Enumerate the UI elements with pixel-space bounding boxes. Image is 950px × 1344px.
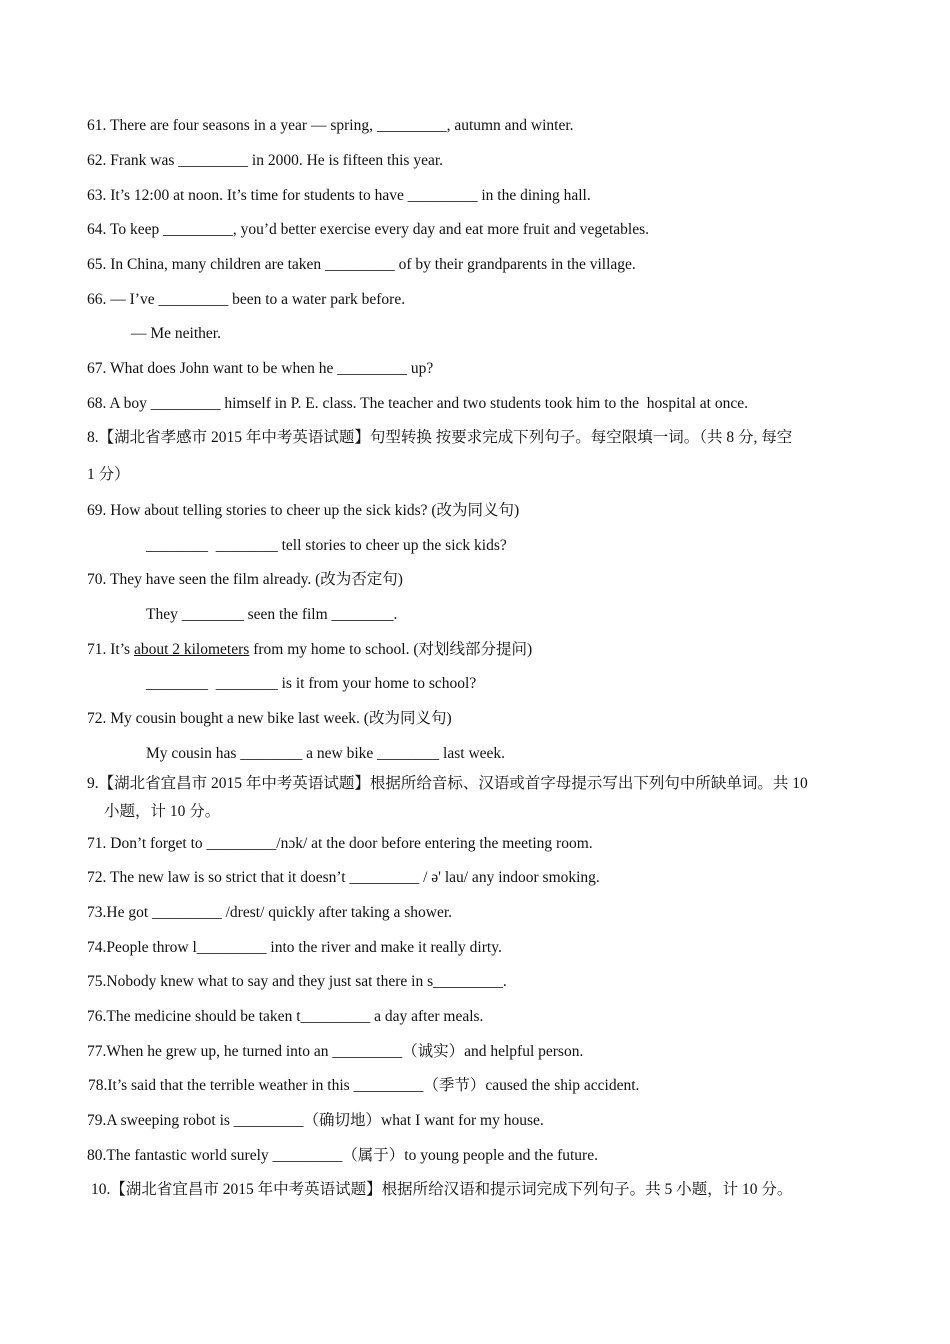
question-69-answer [146, 536, 507, 556]
question-71-answer [146, 674, 476, 694]
question-64-text: 64. To keep _________, you’d better exercise every day and eat more fruit and vegetables. [87, 221, 650, 238]
item-75-text: 75.Nobody knew what to say and they just sat there in s_________. [87, 973, 507, 990]
item-72 [87, 868, 600, 888]
item-78 [88, 1076, 639, 1096]
item-74-text: 74.People throw l_________ into the river and make it really dirty. [87, 939, 502, 956]
item-79-text: 79.A sweeping robot is _________（确切地）what I want for my house. [87, 1112, 544, 1129]
question-66-reply-text: — Me neither. [131, 325, 221, 342]
section-9-heading-line1: 9.【湖北省宜昌市 2015 年中考英语试题】根据所给音标、汉语或首字母提示写出下列句中所缺单词。共 10 [87, 775, 808, 792]
section-8-heading [87, 428, 792, 448]
question-71-prefix: 71. It’s [87, 641, 134, 658]
item-71-text: 71. Don’t forget to _________/nɔk/ at the door before entering the meeting room. [87, 835, 593, 852]
item-80 [87, 1146, 598, 1166]
question-70-answer-text: They ________ seen the film ________. [146, 606, 398, 623]
item-73-text: 73.He got _________ /drest/ quickly after taking a shower. [87, 904, 453, 921]
section-8-heading-line2: 1 分） [87, 466, 130, 483]
item-80-text: 80.The fantastic world surely _________（属于）to young people and the future. [87, 1147, 598, 1164]
question-67 [87, 359, 433, 379]
question-64 [87, 220, 649, 240]
item-79 [87, 1111, 544, 1131]
question-71-suffix: from my home to school. (对划线部分提问) [249, 641, 533, 658]
question-72-text: 72. My cousin bought a new bike last week. (改为同义句) [87, 710, 452, 727]
question-70-text: 70. They have seen the film already. (改为否定句) [87, 571, 403, 588]
question-61-text: 61. There are four seasons in a year — spring, _________, autumn and winter. [87, 117, 574, 134]
section-9-heading [87, 774, 808, 794]
section-9-heading-cont [104, 802, 220, 822]
item-76 [87, 1007, 483, 1027]
question-70 [87, 570, 403, 590]
item-74 [87, 938, 502, 958]
question-63 [87, 186, 591, 206]
question-65 [87, 255, 636, 275]
question-67-text: 67. What does John want to be when he _________ up? [87, 360, 434, 377]
section-8-heading-cont [87, 465, 130, 485]
question-71-underlined-phrase: about 2 kilometers [133, 641, 250, 658]
question-72 [87, 709, 452, 729]
question-66-reply [131, 324, 221, 344]
section-10-heading-text: 10.【湖北省宜昌市 2015 年中考英语试题】根据所给汉语和提示词完成下列句子。共 5 小题，计 10 分。 [91, 1181, 793, 1198]
item-72-text: 72. The new law is so strict that it doesn’t _________ / ə' lau/ any indoor smoking. [87, 869, 600, 886]
item-71 [87, 834, 593, 854]
question-72-answer [146, 744, 505, 764]
item-77-text: 77.When he grew up, he turned into an _________（诚实）and helpful person. [87, 1043, 584, 1060]
item-78-text: 78.It’s said that the terrible weather in this _________（季节）caused the ship accident. [88, 1077, 640, 1094]
section-9-heading-line2: 小题，计 10 分。 [104, 803, 221, 820]
question-62 [87, 151, 443, 171]
item-77 [87, 1042, 583, 1062]
question-70-answer [146, 605, 397, 625]
question-66 [87, 290, 405, 310]
question-71 [87, 640, 532, 660]
question-65-text: 65. In China, many children are taken _________ of by their grandparents in the village. [87, 256, 636, 273]
section-8-heading-line1: 8.【湖北省孝感市 2015 年中考英语试题】句型转换 按要求完成下列句子。每空限填一词。（共 8 分, 每空 [87, 429, 793, 446]
item-75 [87, 972, 507, 992]
question-72-answer-text: My cousin has ________ a new bike ________ last week. [146, 745, 506, 762]
section-10-heading [91, 1180, 792, 1200]
question-63-text: 63. It’s 12:00 at noon. It’s time for students to have _________ in the dining hall. [87, 187, 591, 204]
question-69 [87, 501, 519, 521]
item-73 [87, 903, 452, 923]
question-61 [87, 116, 574, 136]
question-69-answer-text: ________ ________ tell stories to cheer up the sick kids? [146, 537, 507, 554]
question-71-answer-text: ________ ________ is it from your home to school? [146, 675, 477, 692]
item-76-text: 76.The medicine should be taken t_________ a day after meals. [87, 1008, 484, 1025]
question-69-text: 69. How about telling stories to cheer up the sick kids? (改为同义句) [87, 502, 520, 519]
question-62-text: 62. Frank was _________ in 2000. He is fifteen this year. [87, 152, 444, 169]
question-66-text: 66. — I’ve _________ been to a water park before. [87, 291, 406, 308]
question-68-text: 68. A boy _________ himself in P. E. class. The teacher and two students took him to the hospital at once. [87, 395, 748, 412]
question-68 [87, 394, 748, 414]
